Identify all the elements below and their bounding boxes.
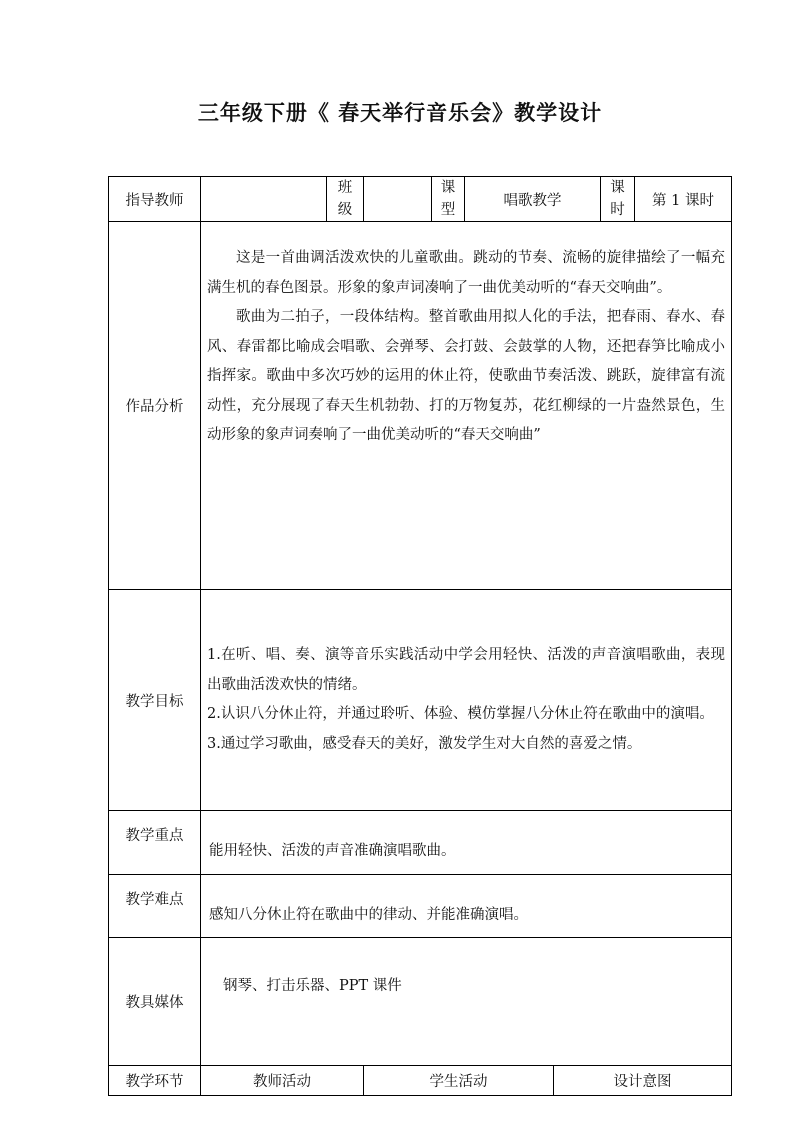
key-points-row — [109, 811, 732, 875]
lesson-plan-table — [108, 176, 732, 1096]
type-value: 唱歌教学 — [465, 177, 601, 222]
student-activity-header: 学生活动 — [364, 1066, 554, 1096]
hours-label — [601, 177, 635, 222]
design-intent-header: 设计意图 — [554, 1066, 732, 1096]
objectives-content — [201, 590, 732, 811]
hours-label-line-1: 课 — [610, 180, 625, 196]
media-value: 钢琴、打击乐器、PPT 课件 — [201, 938, 732, 1066]
media-row — [109, 938, 732, 1066]
difficulties-value: 感知八分休止符在歌曲中的律动、并能准确演唱。 — [201, 875, 732, 938]
process-header-row — [109, 1066, 732, 1096]
type-label — [432, 177, 465, 222]
hours-label-line-2: 时 — [610, 202, 625, 218]
teacher-activity-header: 教师活动 — [201, 1066, 364, 1096]
analysis-label: 作品分析 — [109, 222, 201, 590]
analysis-row — [109, 222, 732, 590]
info-row — [109, 177, 732, 222]
analysis-paragraph-1: 这是一首曲调活泼欢快的儿童歌曲。跳动的节奏、流畅的旋律描绘了一幅充满生机的春色图景。形象的象声词凑响了一曲优美动听的“春天交响曲”。 — [207, 250, 725, 296]
type-label-line-2: 型 — [440, 202, 456, 218]
objectives-label: 教学目标 — [109, 590, 201, 811]
analysis-paragraph-2: 歌曲为二拍子，一段体结构。整首歌曲用拟人化的手法，把春雨、春水、春风、春雷都比喻成会唱歌、会弹琴、会打鼓、会鼓掌的人物，还把春笋比喻成小指挥家。歌曲中多次巧妙的运用的休止符，使歌曲节奏活泼、跳跃，旋律富有流动性，充分展现了春天生机勃勃、打的万物复苏，花红柳绿的一片盎然景色，生动形象的象声词奏响了一曲优美动听的“春天交响曲” — [207, 309, 725, 443]
objectives-row — [109, 590, 732, 811]
media-label: 教具媒体 — [109, 938, 201, 1066]
objective-item-2: 2.认识八分休止符，并通过聆听、体验、模仿掌握八分休止符在歌曲中的演唱。 — [207, 706, 714, 722]
difficulties-label: 教学难点 — [109, 875, 201, 938]
key-points-value: 能用轻快、活泼的声音准确演唱歌曲。 — [201, 811, 732, 875]
teacher-label: 指导教师 — [109, 177, 201, 222]
class-label — [327, 177, 364, 222]
hours-value: 第 1 课时 — [635, 177, 732, 222]
stage-header: 教学环节 — [109, 1066, 201, 1096]
class-label-line-2: 级 — [337, 202, 353, 218]
teacher-value — [201, 177, 327, 222]
difficulties-row — [109, 875, 732, 938]
objective-item-3: 3.通过学习歌曲，感受春天的美好，激发学生对大自然的喜爱之情。 — [207, 735, 642, 752]
key-points-label: 教学重点 — [109, 811, 201, 875]
class-label-line-1: 班 — [337, 180, 353, 196]
objective-item-1: 1.在听、唱、奏、演等音乐实践活动中学会用轻快、活泼的声音演唱歌曲，表现出歌曲活泼欢快的情绪。 — [207, 647, 725, 693]
analysis-content — [201, 222, 732, 590]
class-value — [364, 177, 432, 222]
type-label-line-1: 课 — [440, 180, 456, 196]
document-title: 三年级下册《 春天举行音乐会》教学设计 — [197, 101, 603, 125]
